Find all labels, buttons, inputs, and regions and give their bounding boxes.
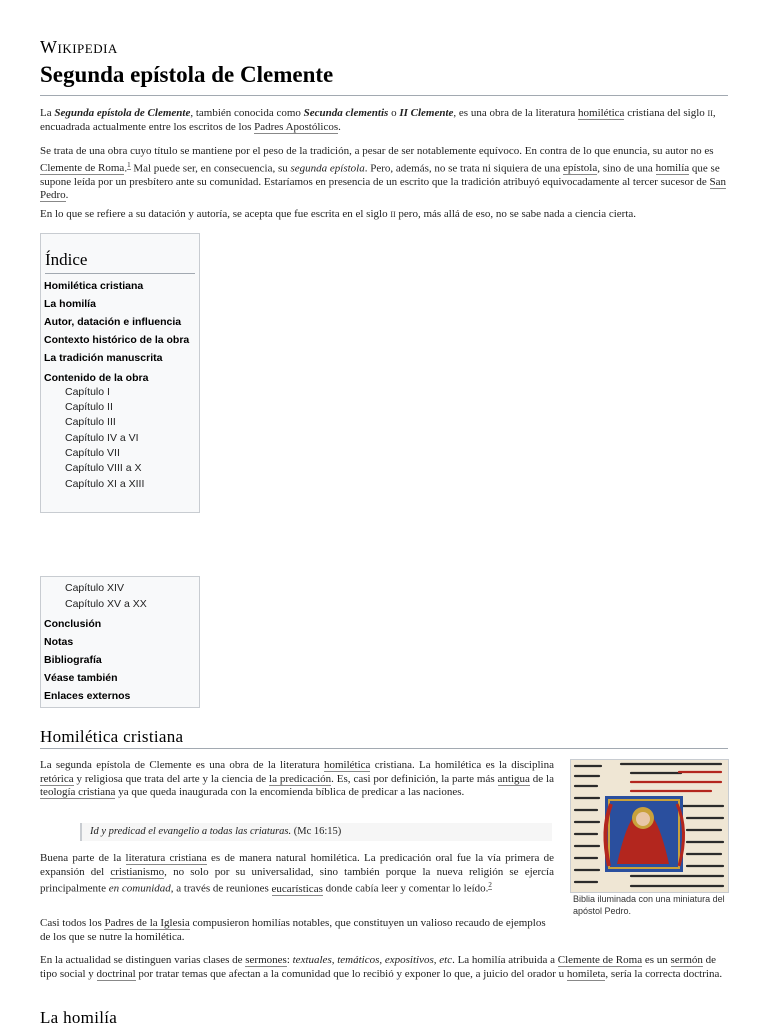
toc-item[interactable]: La tradición manuscrita <box>44 352 163 364</box>
toc-title: Índice <box>45 250 88 269</box>
link-cristianismo[interactable]: cristianismo <box>110 865 165 878</box>
toc-item[interactable]: Contexto histórico de la obra <box>44 334 190 346</box>
toc-item[interactable]: Bibliografía <box>44 654 102 666</box>
intro-paragraph-3 <box>40 208 730 222</box>
toc-subitem[interactable]: Capítulo IV a VI <box>65 432 139 444</box>
toc-item[interactable]: La homilía <box>44 298 96 310</box>
italic-text: en comunidad <box>108 882 171 895</box>
toc-item[interactable]: Contenido de la obra <box>44 372 149 384</box>
text: pero, más allá de eso, no se sabe nada a ciencia cierta. <box>395 208 637 220</box>
toc-item[interactable]: Homilética cristiana <box>44 280 144 292</box>
text: Se trata de una obra cuyo título se mantiene por el peso de la tradición, a pesar de ser notablemente equívoco. En contra de lo que enuncia, su autor no es <box>40 145 714 157</box>
toc-subitem[interactable]: Capítulo III <box>65 416 116 428</box>
table-of-contents <box>40 233 200 513</box>
toc-subitem[interactable]: Capítulo XV a XX <box>65 598 147 610</box>
toc-subitem[interactable]: Capítulo VIII a X <box>65 462 142 474</box>
toc-subitem[interactable]: Capítulo I <box>65 386 110 398</box>
text: , es una obra de la literatura <box>453 107 579 119</box>
link-sermon[interactable]: sermón <box>670 954 703 966</box>
page-title: Segunda epístola de Clemente <box>40 62 334 87</box>
italic-text: segunda epístola <box>290 162 365 175</box>
toc-subitem[interactable]: Capítulo XIV <box>65 582 124 594</box>
text: , también conocida como <box>190 107 304 119</box>
section-divider <box>40 748 728 749</box>
bible-quote <box>80 823 552 841</box>
toc-item[interactable]: Enlaces externos <box>44 690 131 702</box>
text: : <box>286 954 293 966</box>
text: La segunda epístola de Clemente es una obra de la literatura <box>40 759 324 771</box>
text: que se supone leída por un presbítero ante su comunidad. Estaríamos en presencia de un escrito que la tradición atribuyó equivocadamente al tercer sucesor de <box>40 162 720 188</box>
link-homileta[interactable]: homileta <box>566 967 606 980</box>
text: donde cabía leer y comentar lo leído. <box>322 882 489 895</box>
toc-subitem[interactable]: Capítulo VII <box>65 447 120 459</box>
intro-paragraph-1 <box>40 107 730 134</box>
toc-subitem[interactable]: Capítulo XI a XIII <box>65 478 145 490</box>
text: . La homilía atribuida a <box>452 954 558 966</box>
text: , encuadrada actualmente entre los escritos de los <box>40 107 716 133</box>
text: Mal puede ser, en consecuencia, su <box>130 162 291 175</box>
italic-text: textuales, temáticos, expositivos, etc <box>292 954 453 966</box>
text: Casi todos los <box>40 917 105 929</box>
footnote-1[interactable]: 1 <box>127 160 131 169</box>
section1-paragraph-3 <box>40 917 554 944</box>
text: y religiosa que trata del arte y la ciencia de <box>73 772 270 785</box>
wikipedia-wordmark[interactable]: Wikipedia <box>40 37 118 57</box>
text: de la <box>529 772 554 785</box>
link-homiletica[interactable]: homilética <box>578 107 625 119</box>
section1-paragraph-1 <box>40 759 554 800</box>
century-numeral: ii <box>707 107 713 119</box>
link-literatura-cristiana[interactable]: literatura cristiana <box>125 852 207 864</box>
footnote-2[interactable]: 2 <box>488 881 492 890</box>
image-caption: Biblia iluminada con una miniatura del apóstol Pedro. <box>573 894 725 916</box>
quote-citation: (Mc 16:15) <box>291 826 342 837</box>
text: , no solo por su universalidad, sino también porque la nueva religión se ejercía principalmente <box>40 865 554 895</box>
link-homilia[interactable]: homilía <box>655 162 690 175</box>
text: ya que queda inaugurada con la encomienda bíblica de predicar a las naciones. <box>115 786 465 799</box>
text: cristiana del siglo <box>624 107 708 119</box>
century-numeral: ii <box>390 208 396 220</box>
text: o <box>388 107 400 119</box>
bold-term: Segunda epístola de Clemente <box>54 107 191 119</box>
illuminated-bible-image[interactable] <box>570 759 729 893</box>
toc-item[interactable]: Conclusión <box>44 618 102 630</box>
text: . Pero, además, no se trata ni siquiera de una <box>364 162 563 175</box>
text: . Es, casi por definición, la parte más <box>331 772 498 785</box>
section1-paragraph-4 <box>40 954 730 981</box>
link-antigua[interactable]: antigua <box>497 772 530 785</box>
text: . <box>65 189 69 202</box>
text: . <box>338 120 341 133</box>
link-san-pedro[interactable]: San Pedro <box>40 175 727 202</box>
text: , a través de reuniones <box>170 882 272 895</box>
text: por tratar temas que afectan a la comunidad que lo recibió y exponer lo que, a juicio del orador u <box>135 967 567 980</box>
section-heading-homiletica: Homilética cristiana <box>40 727 184 746</box>
text: , sino de una <box>597 162 656 175</box>
text: es un <box>642 954 671 966</box>
quote-text: Id y predicad el evangelio a todas las criaturas. <box>90 826 292 837</box>
link-padres-apostolicos[interactable]: Padres Apostólicos <box>254 120 339 133</box>
illuminated-manuscript-drawing <box>571 760 728 892</box>
link-retorica[interactable]: retórica <box>40 772 74 785</box>
toc-item[interactable]: Notas <box>44 636 74 648</box>
text: En la actualidad se distinguen varias clases de <box>40 954 246 966</box>
text: , sería la correcta doctrina. <box>605 967 723 980</box>
link-teologia-cristiana[interactable]: teología cristiana <box>40 786 116 799</box>
link-padres-de-la-iglesia[interactable]: Padres de la Iglesia <box>104 917 190 929</box>
bold-term: II Clemente <box>399 107 454 119</box>
text: cristiana. La homilética es la disciplina <box>370 759 554 771</box>
table-of-contents-continued <box>40 576 200 708</box>
intro-paragraph-2 <box>40 145 730 203</box>
text: Buena parte de la <box>40 852 126 864</box>
toc-title-divider <box>45 273 195 274</box>
text: es de manera natural homilética. La predicación oral fue la vía primera de expansión del <box>40 852 554 878</box>
toc-item[interactable]: Autor, datación e influencia <box>44 316 182 328</box>
link-clemente-de-roma[interactable]: Clemente de Roma <box>40 162 125 175</box>
text: En lo que se refiere a su datación y autoría, se acepta que fue escrita en el siglo <box>40 208 391 220</box>
text: de tipo social y <box>40 954 717 980</box>
section1-paragraph-2 <box>40 852 554 896</box>
link-clemente-de-roma[interactable]: Clemente de Roma <box>557 954 643 966</box>
link-homiletica[interactable]: homilética <box>324 759 371 771</box>
title-divider <box>40 95 728 96</box>
link-epistola[interactable]: epístola <box>562 162 598 175</box>
text: compusieron homilías notables, que constituyen un valioso recaudo de ejemplos de los que se nutre la homilética. <box>40 917 546 943</box>
link-predicacion[interactable]: la predicación <box>269 772 332 785</box>
link-eucaristicas[interactable]: eucarísticas <box>271 882 323 895</box>
text: . <box>124 162 128 175</box>
bold-term: Secunda clementis <box>303 107 389 119</box>
toc-subitem[interactable]: Capítulo II <box>65 401 113 413</box>
toc-item[interactable]: Véase también <box>44 672 118 684</box>
section-heading-la-homilia: La homilía <box>40 1008 118 1027</box>
link-sermones[interactable]: sermones <box>245 954 287 966</box>
link-doctrinal[interactable]: doctrinal <box>96 967 136 980</box>
text: La <box>40 107 55 119</box>
